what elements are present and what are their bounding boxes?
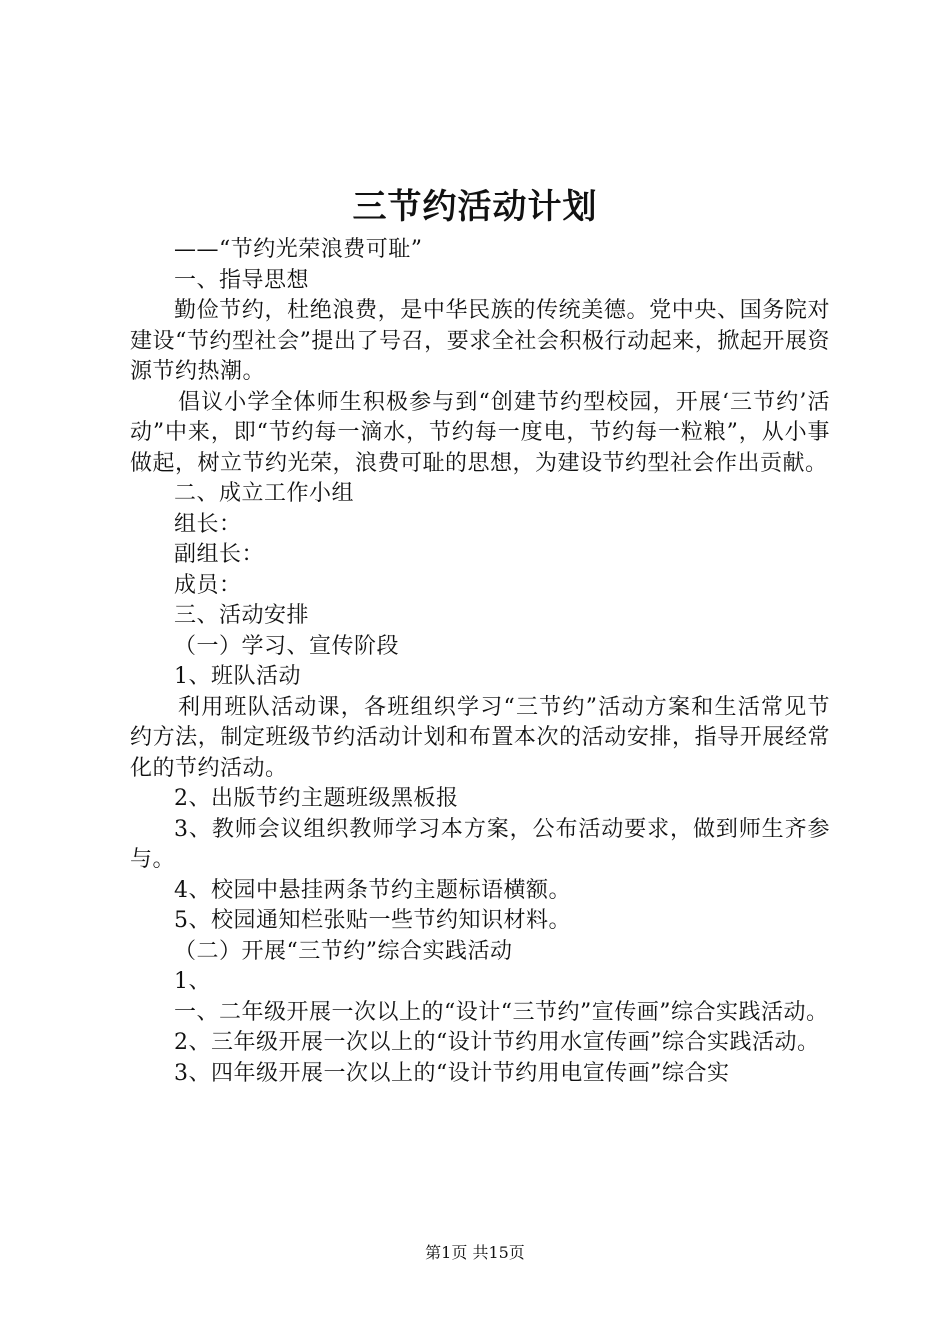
section-heading: 二、成立工作小组: [174, 481, 355, 506]
section-heading: 一、指导思想: [174, 267, 310, 293]
list-item: 副组长：: [174, 542, 265, 567]
paragraph: 利用班队活动课，各班组织学习“三节约”活动方案和生活常见节约方法，制定班级节约活动计划和布置本次的活动安排，指导开展经常化的节约活动。: [130, 694, 830, 781]
subsection-heading: （一）学习、宣传阶段: [174, 633, 400, 659]
document-title: 三节约活动计划: [352, 187, 598, 227]
list-item: 3、教师会议组织教师学习本方案，公布活动要求，做到师生齐参与。: [130, 816, 830, 872]
subtitle: ——“节约光荣浪费可耻”: [174, 237, 423, 262]
list-item: 2、三年级开展一次以上的“设计节约用水宣传画”综合实践活动。: [174, 1030, 820, 1055]
list-item: 组长：: [174, 511, 242, 537]
list-item: 4、校园中悬挂两条节约主题标语横额。: [174, 877, 571, 903]
list-item: 5、校园通知栏张贴一些节约知识材料。: [174, 908, 571, 933]
paragraph: 勤俭节约，杜绝浪费，是中华民族的传统美德。党中央、国务院对建设“节约型社会”提出了号召，要求全社会积极行动起来，掀起开展资源节约热潮。: [130, 298, 830, 384]
list-item: 1、: [174, 969, 211, 994]
document-body: [130, 235, 830, 1089]
paragraph: 倡议小学全体师生积极参与到“创建节约型校园，开展‘三节约’活动”中来，即“节约每一滴水，节约每一度电，节约每一粒粮”，从小事做起，树立节约光荣，浪费可耻的思想，为建设节约型社会作出贡献。: [130, 389, 830, 476]
list-item: 成员：: [174, 572, 242, 598]
page-number: 第1页 共15页: [425, 1243, 525, 1262]
section-heading: 三、活动安排: [174, 603, 310, 628]
list-item: 3、四年级开展一次以上的“设计节约用电宣传画”综合实: [174, 1060, 730, 1086]
list-item: 一、二年级开展一次以上的“设计“三节约”宣传画”综合实践活动。: [174, 999, 829, 1025]
list-item: 2、出版节约主题班级黑板报: [174, 786, 459, 811]
subsection-heading: （二）开展“三节约”综合实践活动: [174, 938, 513, 964]
list-item: 1、班队活动: [174, 664, 301, 689]
